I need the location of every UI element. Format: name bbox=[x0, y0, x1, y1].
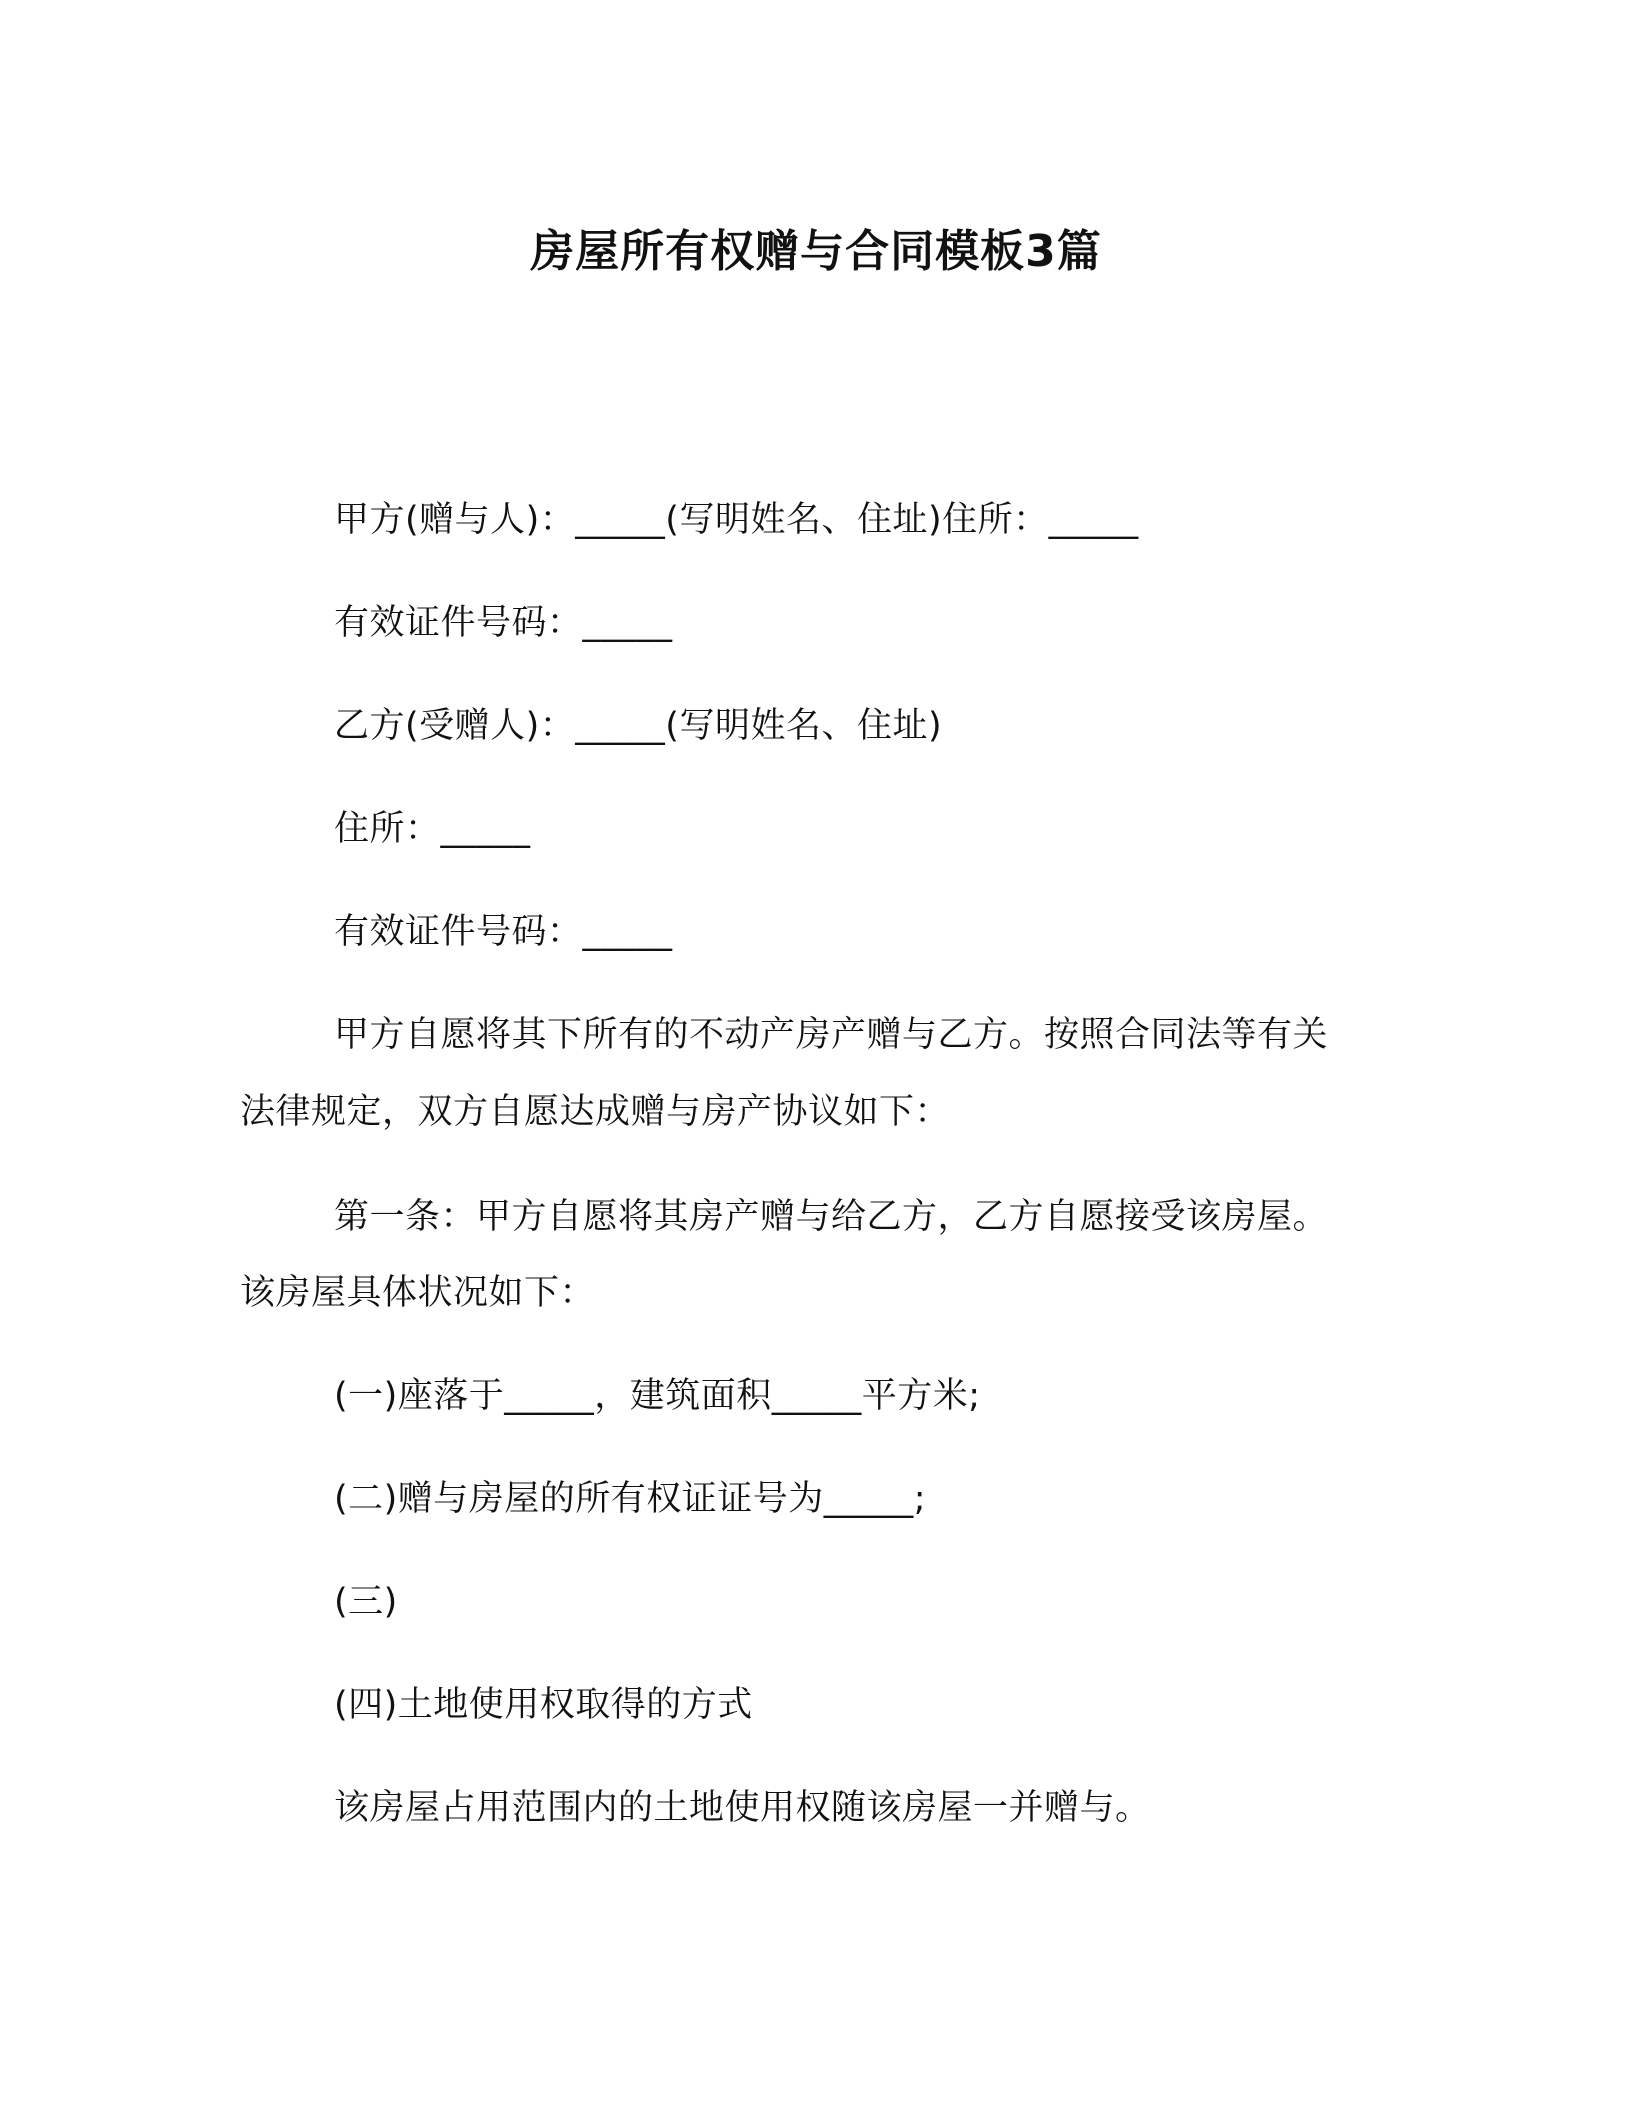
document-title: 房屋所有权赠与合同模板3篇 bbox=[530, 226, 1102, 277]
land-use-line: 该房屋占用范围内的土地使用权随该房屋一并赠与。 bbox=[334, 1788, 1151, 1828]
party-a-id-line: 有效证件号码：_____ bbox=[334, 603, 673, 643]
party-b-address-line: 住所：_____ bbox=[334, 809, 531, 849]
preamble-line-2: 法律规定，双方自愿达成赠与房产协议如下： bbox=[240, 1092, 951, 1132]
party-a-line: 甲方(赠与人)：_____(写明姓名、住址)住所：_____ bbox=[334, 500, 1139, 540]
party-b-id-line: 有效证件号码：_____ bbox=[334, 912, 673, 952]
clause-two: (二)赠与房屋的所有权证证号为_____; bbox=[334, 1479, 927, 1519]
clause-four: (四)土地使用权取得的方式 bbox=[334, 1685, 753, 1725]
clause-three: (三) bbox=[334, 1582, 398, 1622]
article-one-line-2: 该房屋具体状况如下： bbox=[240, 1273, 596, 1313]
article-one-line-1: 第一条：甲方自愿将其房产赠与给乙方，乙方自愿接受该房屋。 bbox=[334, 1197, 1329, 1237]
preamble-line-1: 甲方自愿将其下所有的不动产房产赠与乙方。按照合同法等有关 bbox=[334, 1015, 1329, 1055]
party-b-line: 乙方(受赠人)：_____(写明姓名、住址) bbox=[334, 706, 943, 746]
clause-one: (一)座落于_____，建筑面积_____平方米; bbox=[334, 1376, 981, 1416]
